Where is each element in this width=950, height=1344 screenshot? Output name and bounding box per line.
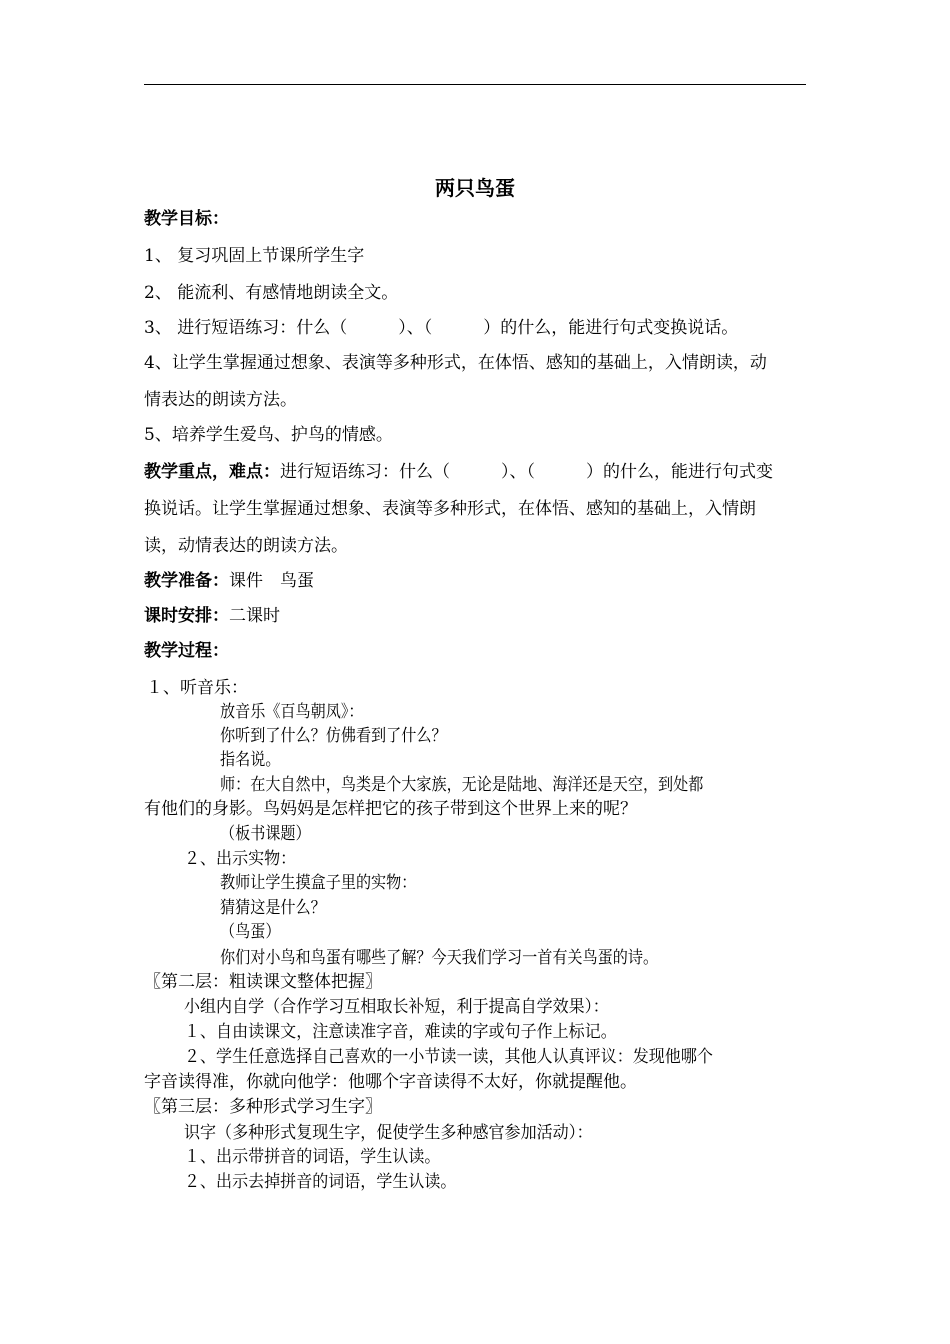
process-line: ２、出示去掉拼音的词语，学生认读。 — [184, 1172, 457, 1192]
section-heading: 〖第三层：多种形式学习生字〗 — [144, 1097, 382, 1117]
process-line: 教师让学生摸盒子里的实物： — [220, 873, 417, 893]
process-line: （板书课题） — [220, 824, 311, 844]
key-points-line — [144, 460, 808, 484]
goal-item: 3、 进行短语练习：什么（ ）、（ ）的什么，能进行句式变换说话。 — [144, 318, 739, 338]
key-points-text: 读，动情表达的朗读方法。 — [144, 536, 348, 556]
preparation-line — [144, 569, 808, 593]
schedule-value: 二课时 — [229, 606, 280, 626]
page-title: 两只鸟蛋 — [435, 176, 515, 200]
process-line: １、出示带拼音的词语，学生认读。 — [184, 1147, 441, 1167]
process-line: １、自由读课文，注意读准字音，难读的字或句子作上标记。 — [184, 1022, 617, 1042]
process-line: ２、学生任意选择自己喜欢的一小节读一读，其他人认真评议：发现他哪个 — [184, 1047, 713, 1067]
process-line: 字音读得准，你就向他学：他哪个字音读得不太好，你就提醒他。 — [144, 1072, 637, 1092]
goals-heading: 教学目标： — [144, 209, 229, 229]
process-line: 指名说。 — [220, 750, 281, 770]
process-line: 你们对小鸟和鸟蛋有哪些了解？今天我们学习一首有关鸟蛋的诗。 — [220, 948, 659, 968]
preparation-label: 教学准备： — [144, 571, 229, 591]
schedule-label: 课时安排： — [144, 606, 229, 626]
goal-item: 2、 能流利、有感情地朗读全文。 — [144, 283, 399, 303]
process-line: 师：在大自然中，鸟类是个大家族，无论是陆地、海洋还是天空，到处都 — [220, 775, 704, 795]
goal-item: 4、让学生掌握通过想象、表演等多种形式，在体悟、感知的基础上，入情朗读，动 — [144, 353, 767, 373]
process-line: 猜猜这是什么？ — [220, 898, 326, 918]
section-heading: 〖第二层：粗读课文整体把握〗 — [144, 972, 382, 992]
goal-item: 5、培养学生爱鸟、护鸟的情感。 — [144, 425, 393, 445]
schedule-line — [144, 604, 808, 628]
preparation-value: 课件 鸟蛋 — [229, 571, 314, 591]
key-points-text: 进行短语练习：什么（ ）、（ ）的什么，能进行句式变 — [280, 462, 773, 482]
goal-item: 1、 复习巩固上节课所学生字 — [144, 246, 365, 266]
process-heading: 教学过程： — [144, 641, 229, 661]
process-line: 你听到了什么？仿佛看到了什么？ — [220, 726, 447, 746]
process-line: （鸟蛋） — [220, 922, 281, 942]
header-rule — [144, 84, 806, 85]
key-points-text: 换说话。让学生掌握通过想象、表演等多种形式，在体悟、感知的基础上，入情朗 — [144, 499, 756, 519]
process-line: 识字（多种形式复现生字，促使学生多种感官参加活动）： — [184, 1123, 593, 1143]
process-line: 小组内自学（合作学习互相取长补短，利于提高自学效果）： — [184, 997, 609, 1017]
goal-item: 情表达的朗读方法。 — [144, 390, 297, 410]
process-line: １、听音乐： — [146, 678, 248, 698]
process-line: 有他们的身影。鸟妈妈是怎样把它的孩子带到这个世界上来的呢？ — [144, 799, 637, 819]
process-line: 放音乐《百鸟朝凤》： — [220, 702, 364, 722]
key-points-label: 教学重点，难点： — [144, 462, 280, 482]
process-line: ２、出示实物： — [184, 849, 297, 869]
